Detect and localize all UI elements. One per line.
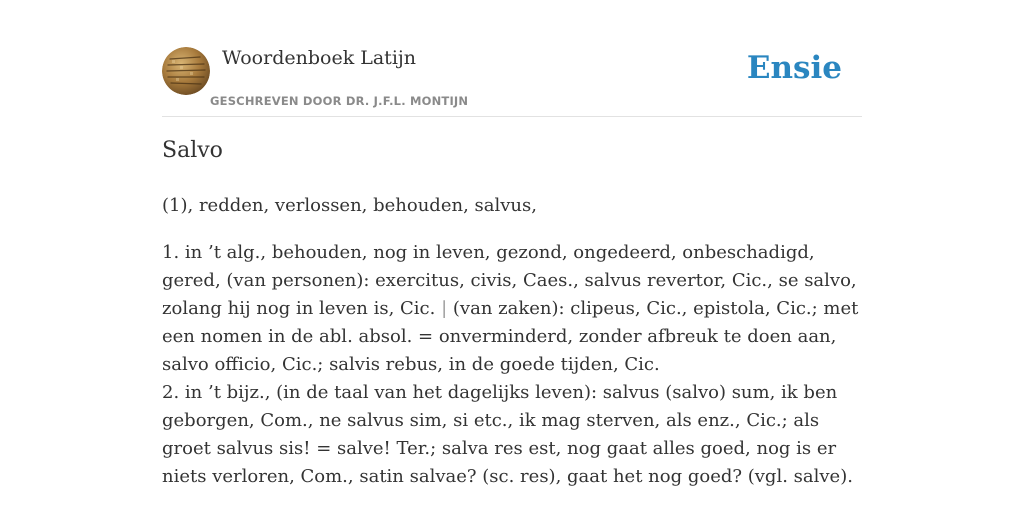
book-cover-icon[interactable] bbox=[162, 47, 210, 95]
dictionary-title[interactable]: Woordenboek Latijn bbox=[222, 47, 417, 69]
sense-separator: | bbox=[441, 298, 448, 319]
dictionary-header bbox=[162, 44, 862, 117]
entry-sense-1 bbox=[162, 239, 872, 379]
brand-logo[interactable]: Ensie bbox=[746, 50, 842, 86]
entry-intro: (1), redden, verlossen, behouden, salvus, bbox=[162, 195, 537, 216]
sense-1-things: (van zaken): clipeus, Cic., epistola, Cic.; met een nomen in de abl. absol. = onverminderd, zonder afbreuk te doen aan, salvo officio, Cic.; salvis rebus, in de goede tijden, Cic. bbox=[162, 298, 859, 375]
entry-sense-2: 2. in ’t bijz., (in de taal van het dagelijks leven): salvus (salvo) sum, ik ben geborgen, Com., ne salvus sim, si etc., ik mag sterven, als enz., Cic.; als groet salvus sis! = salve! Ter.; salva res est, nog gaat alles goed, nog is er niets verloren, Com., satin salvae? (sc. res), gaat het nog goed? (vgl. salve). bbox=[162, 382, 853, 487]
author-byline: GESCHREVEN DOOR DR. J.F.L. MONTIJN bbox=[210, 94, 469, 108]
entry-title: Salvo bbox=[162, 138, 223, 163]
sense-1-persons: 1. in ’t alg., behouden, nog in leven, gezond, ongedeerd, onbeschadigd, gered, (van personen): exercitus, civis, Caes., salvus revertor, Cic., se salvo, zolang hij nog in leven is, Cic. bbox=[162, 242, 857, 319]
entry-body bbox=[162, 192, 872, 491]
